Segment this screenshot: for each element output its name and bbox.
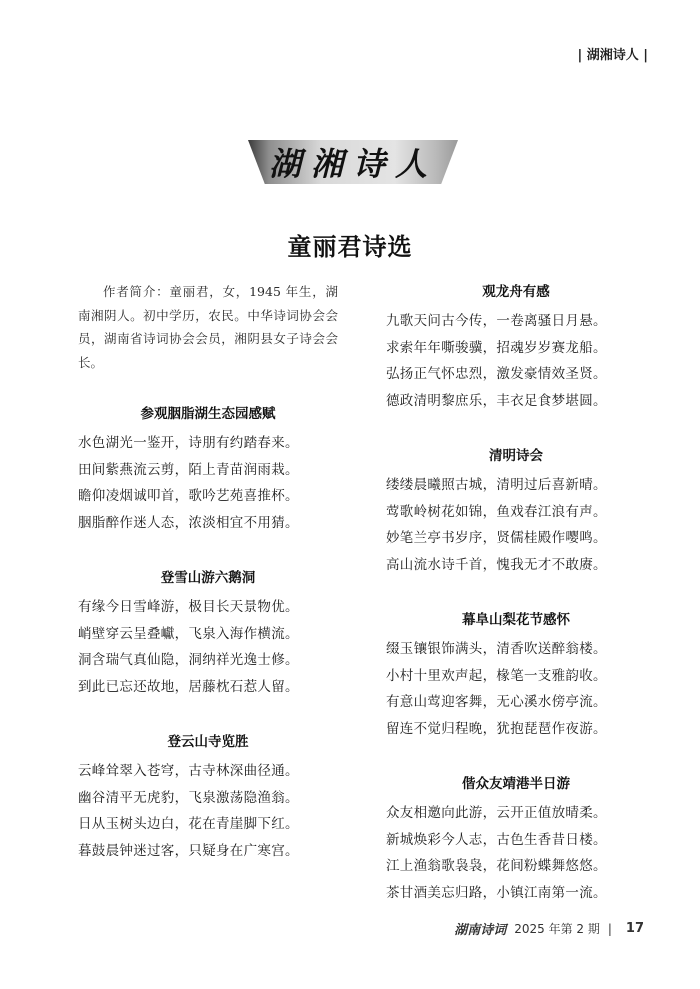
page-footer bbox=[454, 919, 644, 938]
poem-line: 幽谷清平无虎豹，飞泉激荡隐渔翁。 bbox=[78, 789, 299, 806]
poem bbox=[386, 444, 646, 578]
poem-line: 德政清明黎庶乐，丰衣足食梦堪圆。 bbox=[386, 392, 607, 409]
poem-line: 田间紫燕流云剪，陌上青苗润雨栽。 bbox=[78, 461, 299, 478]
left-column bbox=[78, 280, 338, 894]
poem-line: 日从玉树头边白，花在青崖脚下红。 bbox=[78, 816, 299, 832]
poem-line: 有意山莺迎客舞，无心溪水傍亭流。 bbox=[386, 694, 607, 710]
poem-line: 求索年年嘶骏骥，招魂岁岁赛龙船。 bbox=[386, 339, 607, 356]
poem-line: 新城焕彩今人志，古色生香昔日楼。 bbox=[386, 831, 607, 848]
issue-label: 2025 年第 2 期 bbox=[514, 922, 600, 936]
poem-line: 水色湖光一鉴开，诗朋有约踏春来。 bbox=[78, 435, 299, 451]
poem-line: 缕缕晨曦照古城，清明过后喜新晴。 bbox=[386, 477, 607, 493]
poem-line: 暮鼓晨钟迷过客，只疑身在广寒宫。 bbox=[78, 842, 299, 859]
section-tag: | 湖湘诗人 | bbox=[577, 48, 648, 63]
poem-line: 瞻仰凌烟诚叩首，歌吟艺苑喜推杯。 bbox=[78, 488, 299, 504]
page-number: 17 bbox=[625, 921, 644, 936]
poem-title: 幕阜山梨花节感怀 bbox=[462, 612, 570, 628]
poem-line: 江上渔翁歌袅袅，花间粉蝶舞悠悠。 bbox=[386, 858, 607, 874]
poem bbox=[78, 402, 338, 536]
poem bbox=[78, 730, 338, 864]
poem-line: 有缘今日雪峰游，极目长天景物优。 bbox=[78, 599, 299, 615]
poem bbox=[386, 280, 646, 414]
poem-line: 洞含瑞气真仙隐，洞纳祥光逸士修。 bbox=[78, 652, 299, 668]
footer-separator: | bbox=[607, 921, 612, 936]
poem-line: 众友相邀向此游，云开正值放晴柔。 bbox=[386, 805, 607, 821]
section-banner bbox=[248, 140, 458, 184]
poem-line: 胭脂醉作迷人态，浓淡相宜不用猜。 bbox=[78, 514, 299, 531]
article-title: 童丽君诗选 bbox=[287, 232, 413, 261]
poem-title: 登雪山游六鹅洞 bbox=[160, 570, 256, 586]
magazine-logo: 湖南诗词 bbox=[454, 923, 507, 938]
poem-title: 参观胭脂湖生态园感赋 bbox=[140, 406, 276, 422]
poem-line: 高山流水诗千首，愧我无才不敢赓。 bbox=[386, 556, 607, 573]
poem-line: 缀玉镶银饰满头，清香吹送醉翁楼。 bbox=[386, 641, 607, 657]
poem-title: 观龙舟有感 bbox=[482, 284, 550, 300]
poem-line: 云峰耸翠入苍穹，古寺林深曲径通。 bbox=[78, 763, 299, 779]
author-intro: 作者简介：童丽君，女，1945 年生，湖南湘阴人。初中学历，农民。中华诗词协会会员，湖南省诗词协会会员，湘阴县女子诗会会长。 bbox=[78, 284, 338, 370]
poem-line: 小村十里欢声起，椽笔一支雅韵收。 bbox=[386, 667, 607, 684]
poem-line: 妙笔兰亭书岁序，贤儒桂殿作嘤鸣。 bbox=[386, 530, 607, 546]
right-column bbox=[386, 280, 646, 936]
poem-line: 茶甘酒美忘归路，小镇江南第一流。 bbox=[386, 884, 607, 901]
banner-text: 湖湘诗人 bbox=[268, 145, 437, 183]
poem bbox=[78, 566, 338, 700]
poem-line: 九歌天问古今传，一卷离骚日月悬。 bbox=[386, 313, 607, 329]
poem bbox=[386, 772, 646, 906]
poem-line: 到此已忘还故地，居藤枕石惹人留。 bbox=[78, 678, 299, 695]
poem bbox=[386, 608, 646, 742]
poem-line: 峭壁穿云呈叠巘，飞泉入海作横流。 bbox=[78, 625, 299, 642]
poem-line: 莺歌岭树花如锦，鱼戏春江浪有声。 bbox=[386, 503, 607, 520]
poem-title: 登云山寺览胜 bbox=[167, 734, 249, 750]
poem-line: 弘扬正气怀忠烈，激发豪情效圣贤。 bbox=[386, 366, 607, 382]
poem-line: 留连不觉归程晚，犹抱琵琶作夜游。 bbox=[386, 720, 607, 737]
poem-title: 偕众友靖港半日游 bbox=[462, 776, 570, 792]
poem-title: 清明诗会 bbox=[489, 448, 543, 464]
